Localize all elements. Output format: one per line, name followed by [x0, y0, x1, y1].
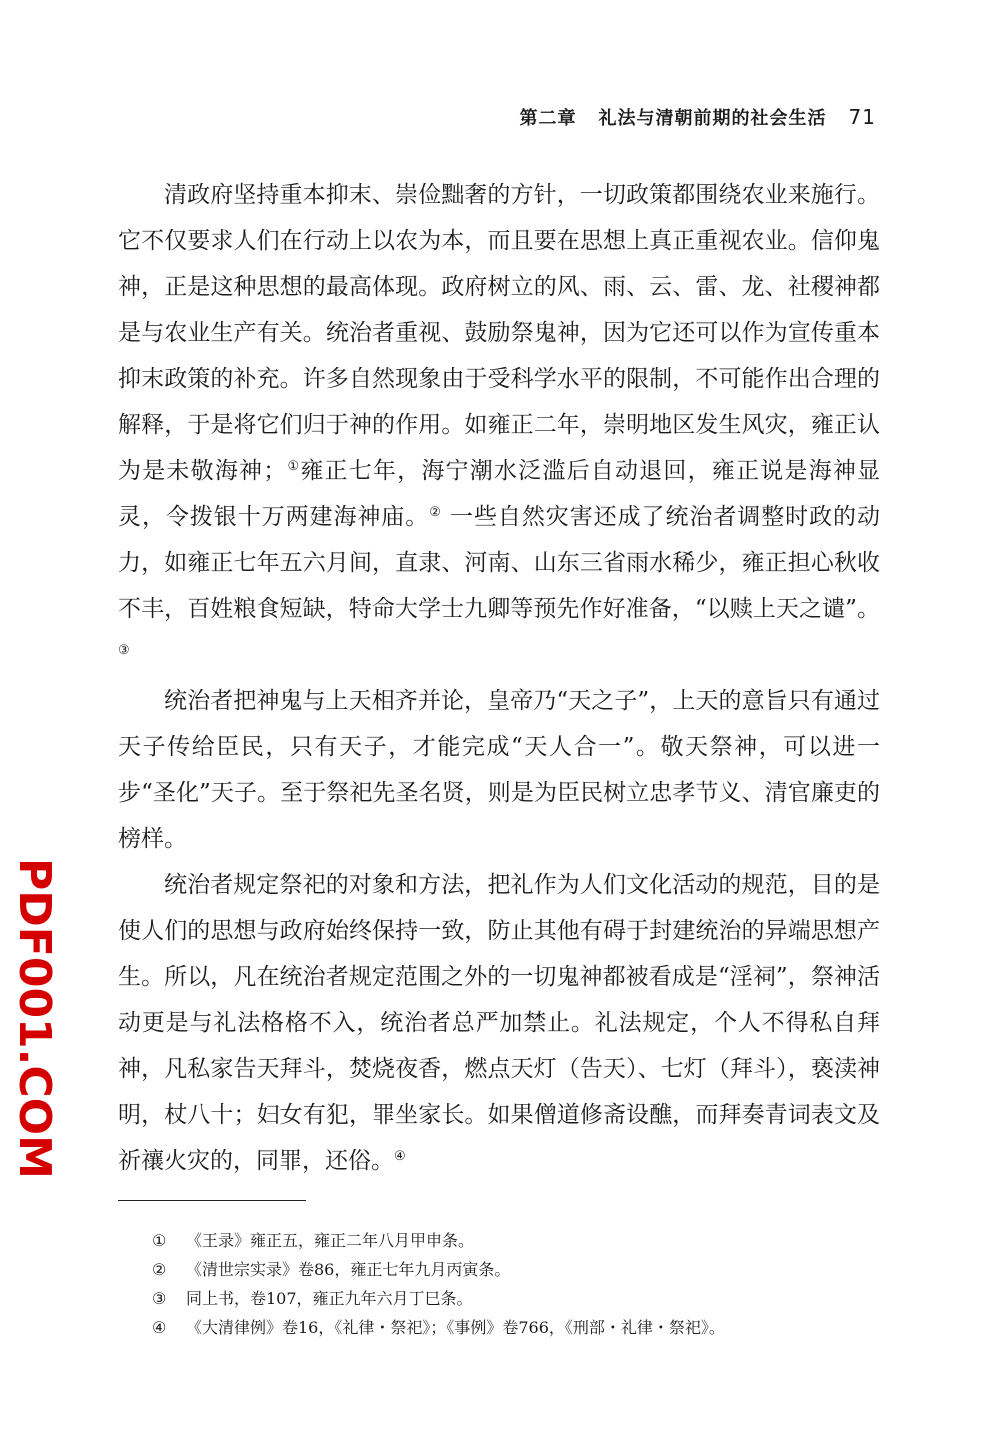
footnote-mark: ② [152, 1260, 167, 1279]
paragraph-text: 雍正七年，海宁潮水泛滥后自动退回，雍正说是海神显灵，令拨银十万两建海神庙。 [118, 458, 881, 530]
footnote-text: 《大清律例》卷16，《礼律・祭祀》；《事例》卷766，《刑部・礼律・祭祀》。 [186, 1318, 725, 1337]
paragraph-text: 一些自然灾害还成了统治者调整时政的动力，如雍正七年五六月间，直隶、河南、山东三省雨水稀少，雍正担心秋收不丰，百姓粮食短缺，特命大学士九卿等预先作好准备，“以赎上天之谴”。 [118, 504, 881, 622]
footnote-item [152, 1226, 852, 1255]
footnote-reference[interactable]: ③ [118, 643, 130, 658]
body-text [118, 172, 880, 1184]
footnote-reference[interactable]: ① [286, 459, 301, 474]
page-number: 71 [848, 105, 876, 129]
footnote-mark: ③ [152, 1289, 167, 1308]
footnote-mark: ④ [152, 1318, 167, 1337]
running-header [520, 104, 876, 130]
footnote-divider [118, 1200, 306, 1201]
footnote-text: 《王录》雍正五，雍正二年八月甲申条。 [186, 1231, 475, 1250]
paragraph-text: 统治者把神鬼与上天相齐并论，皇帝乃“天之子”，上天的意旨只有通过天子传给臣民，只有天子，才能完成“天人合一”。敬天祭神，可以进一步“圣化”天子。至于祭祀先圣名贤，则是为臣民树立忠孝节义、清官廉吏的榜样。 [118, 688, 880, 852]
chapter-label: 第二章 [519, 108, 577, 129]
paragraph [118, 678, 880, 862]
paragraph-text: 清政府坚持重本抑末、崇俭黜奢的方针，一切政策都围绕农业来施行。它不仅要求人们在行动上以农为本，而且要在思想上真正重视农业。信仰鬼神，正是这种思想的最高体现。政府树立的风、雨、云、雷、龙、社稷神都是与农业生产有关。统治者重视、鼓励祭鬼神，因为它还可以作为宣传重本抑末政策的补充。许多自然现象由于受科学水平的限制，不可能作出合理的解释，于是将它们归于神的作用。如雍正二年，崇明地区发生风灾，雍正认为是未敬海神； [118, 182, 880, 484]
footnote-reference[interactable]: ② [429, 505, 442, 520]
footnote-text: 《清世宗实录》卷86，雍正七年九月丙寅条。 [186, 1260, 511, 1279]
footnote-mark: ① [152, 1231, 167, 1250]
paragraph-text: 统治者规定祭祀的对象和方法，把礼作为人们文化活动的规范，目的是使人们的思想与政府始终保持一致，防止其他有碍于封建统治的异端思想产生。所以，凡在统治者规定范围之外的一切鬼神都被看成是“淫祠”，祭神活动更是与礼法格格不入，统治者总严加禁止。礼法规定，个人不得私自拜神，凡私家告天拜斗，焚烧夜香，燃点天灯（告天）、七灯（拜斗），亵渎神明，杖八十；妇女有犯，罪坐家长。如果僧道修斋设醮，而拜奏青词表文及祈禳火灾的，同罪，还俗。 [118, 872, 880, 1174]
paragraph [118, 862, 880, 1184]
footnote-reference[interactable]: ④ [394, 1149, 406, 1164]
watermark: PDF001.COM [9, 858, 60, 1179]
footnotes [152, 1226, 852, 1342]
footnote-item [152, 1313, 852, 1342]
paragraph [118, 172, 880, 678]
chapter-title: 礼法与清朝前期的社会生活 [598, 108, 827, 129]
footnote-text: 同上书，卷107，雍正九年六月丁巳条。 [186, 1289, 473, 1308]
footnote-item [152, 1255, 852, 1284]
footnote-item [152, 1284, 852, 1313]
